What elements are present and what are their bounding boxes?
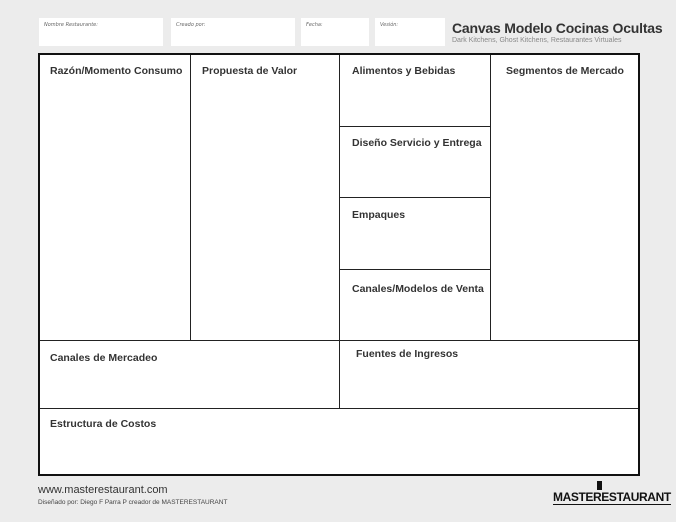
created-by-field[interactable] bbox=[171, 18, 295, 46]
divider-center-right bbox=[490, 55, 491, 340]
version-label: Vesión: bbox=[380, 22, 399, 28]
date-label: Fecha: bbox=[306, 22, 323, 28]
estructura-costos-section[interactable]: Estructura de Costos bbox=[50, 418, 157, 430]
divider-center-left bbox=[339, 55, 340, 408]
canales-mercadeo-section[interactable]: Canales de Mercadeo bbox=[50, 352, 158, 364]
propuesta-valor-section[interactable]: Propuesta de Valor bbox=[202, 65, 298, 77]
segmentos-mercado-section[interactable]: Segmentos de Mercado bbox=[506, 65, 624, 77]
razon-consumo-section[interactable]: Razón/Momento Consumo bbox=[50, 65, 183, 77]
restaurant-name-label: Nombre Restaurante: bbox=[44, 22, 98, 28]
restaurant-name-field[interactable] bbox=[39, 18, 163, 46]
date-field[interactable] bbox=[301, 18, 369, 46]
canvas-board bbox=[38, 53, 640, 476]
divider-design-packaging bbox=[339, 197, 490, 198]
divider-razon-propuesta bbox=[190, 55, 191, 340]
divider-packaging-channels bbox=[339, 269, 490, 270]
version-field[interactable] bbox=[375, 18, 445, 46]
empaques-section[interactable]: Empaques bbox=[352, 209, 406, 221]
website-url: www.masterestaurant.com bbox=[38, 484, 168, 496]
diseno-servicio-section[interactable]: Diseño Servicio y Entrega bbox=[352, 137, 482, 149]
canales-venta-section[interactable]: Canales/Modelos de Venta bbox=[352, 283, 484, 295]
created-by-label: Creado por: bbox=[176, 22, 206, 28]
alimentos-bebidas-section[interactable]: Alimentos y Bebidas bbox=[352, 65, 456, 77]
divider-food-design bbox=[339, 126, 490, 127]
page-title: Canvas Modelo Cocinas Ocultas bbox=[452, 20, 663, 36]
fuentes-ingresos-section[interactable]: Fuentes de Ingresos bbox=[356, 348, 459, 360]
designer-credit: Diseñado por: Diego F Parra P creador de MASTERESTAURANT bbox=[38, 499, 228, 506]
chef-hat-icon bbox=[597, 481, 602, 490]
divider-costs-top bbox=[40, 408, 638, 409]
brand-logo: MASTERESTAURANT bbox=[553, 490, 671, 504]
page-subtitle: Dark Kitchens, Ghost Kitchens, Restaurantes Virtuales bbox=[452, 37, 622, 44]
